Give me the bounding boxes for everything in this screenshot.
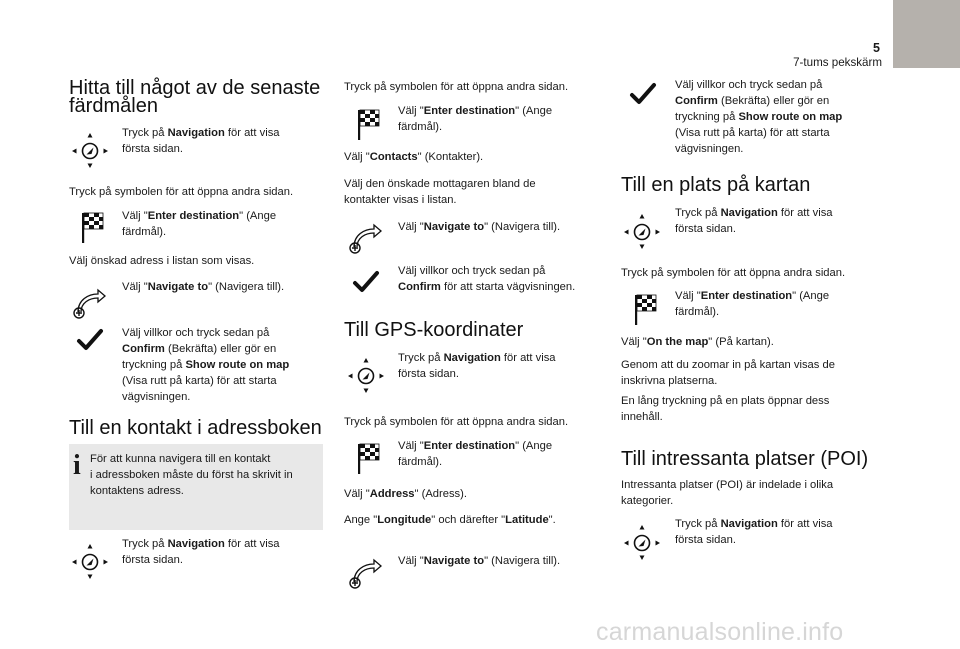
step-navigation-line2: första sidan. bbox=[122, 554, 183, 566]
navigation-icon bbox=[70, 541, 110, 581]
step-confirm-line1: Välj villkor och tryck sedan på bbox=[122, 327, 270, 339]
step-navigation: Tryck på Navigation för att visa bbox=[122, 127, 280, 139]
navigation-icon bbox=[346, 355, 386, 395]
destination-flag-icon bbox=[623, 289, 663, 329]
step-confirm-line1: Välj villkor och tryck sedan på bbox=[398, 265, 546, 277]
step-enter-destination-line2: färdmål). bbox=[122, 226, 167, 238]
step-enter-destination: Välj "Enter destination" (Ange bbox=[398, 440, 553, 452]
step-enter-destination-line2: färdmål). bbox=[398, 121, 443, 133]
confirm-check-icon bbox=[346, 262, 386, 302]
heading-gps-coordinates: Till GPS-koordinater bbox=[344, 319, 524, 341]
destination-flag-icon bbox=[346, 438, 386, 478]
heading-recent-destinations: Hitta till något av de senaste bbox=[69, 77, 321, 99]
step-navigation: Tryck på Navigation för att visa bbox=[675, 207, 833, 219]
step-navigate-to: Välj "Navigate to" (Navigera till). bbox=[398, 555, 561, 567]
step-symbol: Tryck på symbolen för att öppna andra sidan. bbox=[69, 186, 294, 198]
step-confirm-line2: Confirm för att starta vägvisningen. bbox=[398, 281, 576, 293]
step-recipient-line1: Välj den önskade mottagaren bland de bbox=[344, 178, 536, 190]
destination-flag-icon bbox=[346, 104, 386, 144]
confirm-check-icon bbox=[70, 320, 110, 360]
step-navigation-line2: första sidan. bbox=[398, 368, 459, 380]
info-line2: i adressboken måste du först ha skrivit in bbox=[90, 469, 293, 481]
page-number: 5 bbox=[873, 41, 880, 55]
step-confirm-line2: Confirm (Bekräfta) eller gör en bbox=[122, 343, 277, 355]
navigate-to-icon bbox=[346, 217, 386, 257]
heading-contact-addressbook: Till en kontakt i adressboken bbox=[69, 417, 322, 439]
step-choose-address: Välj önskad adress i listan som visas. bbox=[69, 255, 255, 267]
navigation-icon bbox=[70, 130, 110, 170]
step-navigate-to: Välj "Navigate to" (Navigera till). bbox=[122, 281, 285, 293]
info-line1: För att kunna navigera till en kontakt bbox=[90, 453, 271, 465]
confirm-check-icon bbox=[623, 74, 663, 114]
step-enter-destination: Välj "Enter destination" (Ange bbox=[122, 210, 277, 222]
heading-poi: Till intressanta platser (POI) bbox=[621, 448, 869, 470]
zoom-text-line2: inskrivna platserna. bbox=[621, 375, 718, 387]
step-navigation: Tryck på Navigation för att visa bbox=[122, 538, 280, 550]
step-enter-destination: Välj "Enter destination" (Ange bbox=[398, 105, 553, 117]
step-enter-destination-line2: färdmål). bbox=[675, 306, 720, 318]
destination-flag-icon bbox=[70, 207, 110, 247]
heading-recent-destinations-line2: färdmålen bbox=[69, 95, 158, 117]
step-confirm-line3: tryckning på Show route on map bbox=[675, 111, 843, 123]
step-navigation: Tryck på Navigation för att visa bbox=[675, 518, 833, 530]
zoom-text-line1: Genom att du zoomar in på kartan visas de bbox=[621, 359, 835, 371]
poi-text-line1: Intressanta platser (POI) är indelade i olika bbox=[621, 479, 834, 491]
step-confirm-line4: (Visa rutt på karta) för att starta bbox=[675, 127, 830, 139]
step-confirm-line4: (Visa rutt på karta) för att starta bbox=[122, 375, 277, 387]
step-confirm-line3: tryckning på Show route on map bbox=[122, 359, 290, 371]
long-press-line1: En lång tryckning på en plats öppnar dess bbox=[621, 395, 830, 407]
step-navigation-line2: första sidan. bbox=[675, 223, 736, 235]
step-confirm-line5: vägvisningen. bbox=[122, 391, 191, 403]
info-icon: i bbox=[73, 450, 81, 481]
page-corner-tab bbox=[893, 0, 960, 68]
step-recipient-line2: kontakter visas i listan. bbox=[344, 194, 457, 206]
step-confirm-line2: Confirm (Bekräfta) eller gör en bbox=[675, 95, 830, 107]
step-longitude-latitude: Ange "Longitude" och därefter "Latitude". bbox=[344, 514, 556, 526]
step-confirm-line1: Välj villkor och tryck sedan på bbox=[675, 79, 823, 91]
step-symbol: Tryck på symbolen för att öppna andra sidan. bbox=[621, 267, 846, 279]
navigation-icon bbox=[622, 522, 662, 562]
section-title: 7-tums pekskärm bbox=[793, 56, 882, 69]
info-line3: kontaktens adress. bbox=[90, 485, 184, 497]
step-enter-destination: Välj "Enter destination" (Ange bbox=[675, 290, 830, 302]
step-confirm-line5: vägvisningen. bbox=[675, 143, 744, 155]
step-navigation-line2: första sidan. bbox=[122, 143, 183, 155]
poi-text-line2: kategorier. bbox=[621, 495, 674, 507]
step-navigation: Tryck på Navigation för att visa bbox=[398, 352, 556, 364]
step-navigation-line2: första sidan. bbox=[675, 534, 736, 546]
watermark: carmanualsonline.info bbox=[596, 618, 844, 646]
navigate-to-icon bbox=[346, 552, 386, 592]
step-enter-destination-line2: färdmål). bbox=[398, 456, 443, 468]
long-press-line2: innehåll. bbox=[621, 411, 663, 423]
step-symbol: Tryck på symbolen för att öppna andra sidan. bbox=[344, 416, 569, 428]
heading-place-on-map: Till en plats på kartan bbox=[621, 174, 811, 196]
navigation-icon bbox=[622, 211, 662, 251]
navigate-to-icon bbox=[70, 282, 110, 322]
step-on-the-map: Välj "On the map" (På kartan). bbox=[621, 336, 774, 348]
step-address: Välj "Address" (Adress). bbox=[344, 488, 467, 500]
step-symbol: Tryck på symbolen för att öppna andra sidan. bbox=[344, 81, 569, 93]
step-contacts: Välj "Contacts" (Kontakter). bbox=[344, 151, 484, 163]
step-navigate-to: Välj "Navigate to" (Navigera till). bbox=[398, 221, 561, 233]
